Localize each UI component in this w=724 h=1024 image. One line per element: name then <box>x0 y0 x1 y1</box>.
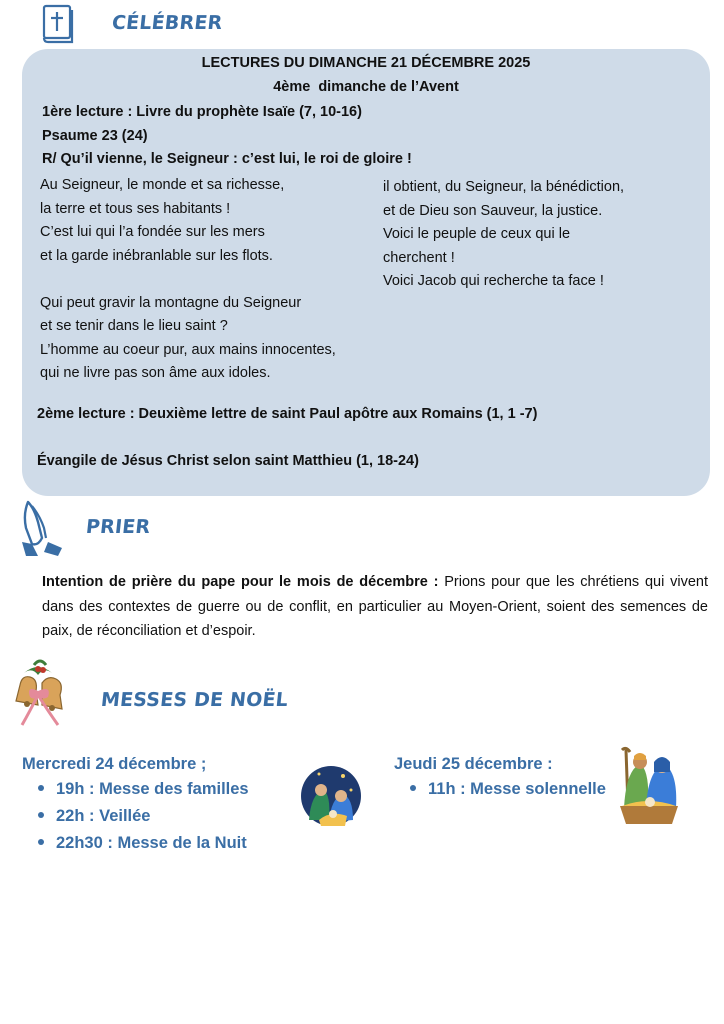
psalm-right-line: cherchent ! <box>383 249 455 266</box>
mass-list-24 <box>38 780 249 861</box>
mass-item <box>38 807 249 834</box>
mass-item-text: 22h30 : Messe de la Nuit <box>56 834 247 852</box>
psalm-right-line: Voici le peuple de ceux qui le <box>383 226 571 242</box>
section-title-messes: MESSES DE NOËL <box>99 689 290 711</box>
mass-list-25 <box>410 780 606 807</box>
mass-item-text: 19h : Messe des familles <box>56 780 249 798</box>
mass-day-24: Mercredi 24 décembre ; <box>22 755 207 773</box>
mass-item-text: 22h : Veillée <box>56 807 151 825</box>
psalm-right-column <box>383 176 624 294</box>
psalm-left-line: Qui peut gravir la montagne du Seigneur <box>40 294 302 311</box>
prayer-intention-label: Intention de prière du pape pour le mois de décembre : <box>42 574 439 590</box>
psalm-left-column <box>40 174 336 386</box>
readings-heading-date: LECTURES DU DIMANCHE 21 DÉCEMBRE 2025 <box>201 55 531 71</box>
holy-family-icon <box>612 746 686 828</box>
bible-cross-icon <box>42 4 74 44</box>
first-reading: 1ère lecture : Livre du prophète Isaïe (7, 10-16) <box>42 104 362 120</box>
readings-heading-sunday: 4ème dimanche de l’Avent <box>273 79 459 95</box>
gospel-reading: Évangile de Jésus Christ selon saint Matthieu (1, 18-24) <box>37 453 419 469</box>
mass-item <box>38 780 249 807</box>
psalm-left-line: Au Seigneur, le monde et sa richesse, <box>40 177 285 193</box>
section-title-celebrer: CÉLÉBRER <box>110 12 224 34</box>
nativity-circle-icon <box>299 764 363 828</box>
section-title-prier: PRIER <box>84 516 152 538</box>
prayer-intention <box>42 570 708 644</box>
psalm-left-line: L’homme au coeur pur, aux mains innocentes, <box>40 341 336 358</box>
mass-item-text: 11h : Messe solennelle <box>428 780 606 798</box>
psalm-left-line: C’est lui qui l’a fondée sur les mers <box>40 224 265 240</box>
psalm-left-line <box>40 268 336 292</box>
mass-item <box>38 834 249 861</box>
psalm-right-line: il obtient, du Seigneur, la bénédiction, <box>383 179 625 195</box>
psalm-left-line: et se tenir dans le lieu saint ? <box>40 318 228 334</box>
bullet-icon <box>38 839 44 845</box>
bullet-icon <box>38 812 44 818</box>
mass-day-25: Jeudi 25 décembre : <box>394 755 553 773</box>
prayer-intention-text: Prions pour que les chrétiens qui vivent dans des contextes de guerre ou de conflit, en particulier au Moyen-Orient, soient des semences de paix, de réconciliation et d’espoir. <box>42 574 708 639</box>
psalm-right-line: Voici Jacob qui recherche ta face ! <box>383 273 604 289</box>
psalm-left-line: et la garde inébranlable sur les flots. <box>40 247 273 264</box>
bullet-icon <box>38 785 44 791</box>
psalm-refrain: R/ Qu’il vienne, le Seigneur : c’est lui, le roi de gloire ! <box>42 151 412 167</box>
psalm-left-line: qui ne livre pas son âme aux idoles. <box>40 365 271 381</box>
psalm-left-line: la terre et tous ses habitants ! <box>40 200 231 217</box>
christmas-bells-icon <box>8 655 74 731</box>
psalm-title: Psaume 23 (24) <box>42 128 148 144</box>
praying-hands-icon <box>18 498 66 558</box>
second-reading: 2ème lecture : Deuxième lettre de saint Paul apôtre aux Romains (1, 1 -7) <box>37 406 538 422</box>
psalm-right-line: et de Dieu son Sauveur, la justice. <box>383 202 603 219</box>
mass-item <box>410 780 606 807</box>
bullet-icon <box>410 785 416 791</box>
